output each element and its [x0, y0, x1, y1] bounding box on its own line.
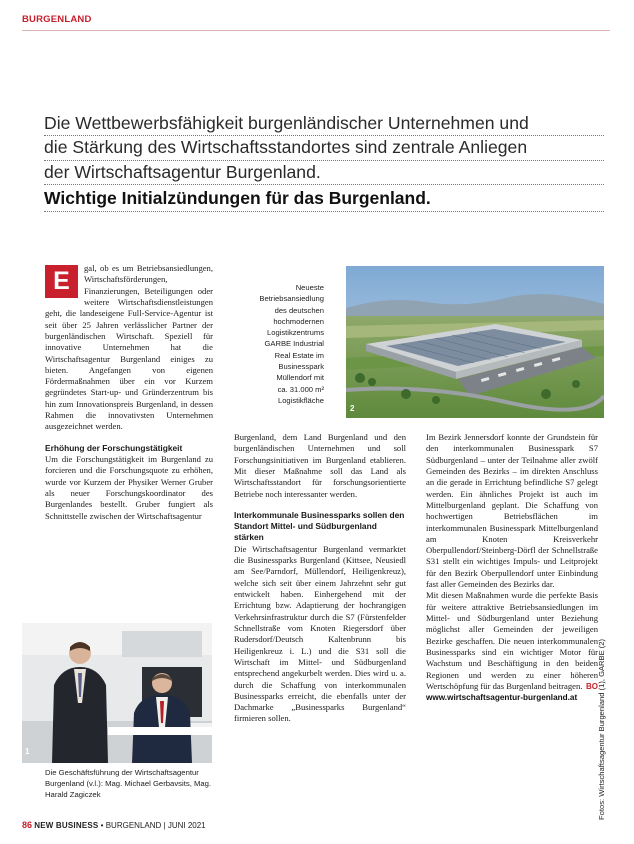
page-footer: 86 NEW BUSINESS • BURGENLAND | JUNI 2021 — [22, 820, 206, 830]
lead-line: der Wirtschaftsagentur Burgenland. — [44, 161, 604, 185]
website-link[interactable]: www.wirtschaftsagentur-burgenland.at — [426, 693, 578, 703]
photo-number: 1 — [25, 747, 30, 756]
author-signature: BO — [586, 681, 598, 691]
footer-separator: • — [100, 821, 104, 830]
section-label: BURGENLAND — [22, 14, 92, 25]
photo-credit: Fotos: Wirtschaftsagentur Burgenland (1), GARBE (2) — [597, 638, 606, 820]
article-headline: Wichtige Initialzündungen für das Burgenland. — [44, 188, 604, 212]
article-column-2 — [234, 432, 406, 725]
body-paragraph: Im Bezirk Jennersdorf konnte der Grundstein für den interkommunalen Businesspark S7 Südburgenland – unter der Teilnahme aller zwölf Gemeinden des Bezirks – im direkten Anschluss an die gerade in Errichtung befindliche S7 gelegt werden. Ein ähnliches Projekt ist auch im Mittelburgenland geplant. Die Schaffung von hochwertigen Betriebsflächen im interkommunalen Businesspark Mittelburgenland am Knoten Kreisverkehr Oberpullendorf/Steinberg-Dörfl der Schnellstraße S31 stellt ein wichtiges Impuls- und Leitprojekt für den Bezirk Oberpullendorf unter Einbindung fast aller Gemeinden des Bezirks dar. — [426, 432, 598, 590]
logistics-photo-caption: Neueste Betriebsansiedlung des deutschen hochmodernen Logistikzentrums GARBE Industrial Real Estate im Businesspark Müllendorf mit ca. 31.000 m² Logistikfläche — [259, 283, 324, 405]
footer-section: BURGENLAND — [105, 821, 162, 830]
body-paragraph: Burgenland, dem Land Burgenland und den burgenländischen Unternehmen und soll Forschungsinitiativen im Burgenland etablieren. Mit dieser Maßnahme soll das Land als Wirtschaftsstandort für forschungsorientierte Betriebe noch interessanter werden. — [234, 432, 406, 499]
article-column-1 — [45, 263, 213, 522]
footer-issue: JUNI 2021 — [167, 821, 206, 830]
page-number: 86 — [22, 820, 33, 830]
body-paragraph: Die Wirtschaftsagentur Burgenland vermarktet die Businessparks Burgenland (Kittsee, Neusiedl am See/Parndorf, Müllendorf, Heiligenkreuz), welche sich seit über einem Jahrzehnt sehr gut entwickelt haben. Einhergehend mit der Errichtung bzw. Adaptierung der hochrangigen Verkehrsinfrastruktur durch die S7 (Fürstenfelder Schnellstraße vom Knoten Riegersdorf über Rudersdorf/Deutsch Kaltenbrunn bis Heiligenkreuz i. L.) und die S31 soll die Wirtschaft im Mittel- und Südburgenland entsprechend angekurbelt werden. Dies wird u. a. durch die Schaffung von interkommunalen Businessparks erreicht, die ebenfalls unter der Dachmarke „Businessparks Burgenland“ firmieren sollen. — [234, 543, 406, 724]
header-rule — [22, 30, 610, 31]
article-column-3 — [426, 432, 598, 704]
lead-line: die Stärkung des Wirtschaftsstandortes sind zentrale Anliegen — [44, 136, 604, 160]
body-paragraph: Um die Forschungstätigkeit im Burgenland zu forcieren und die Forschungsquote zu erhöhen, wurde vor Kurzem der Physiker Werner Gruber als neuer Forschungskoordinator des Burgenlandes bestellt. Gruber fungiert als Schnittstelle zwischen der Wirtschaftsagentur — [45, 453, 213, 521]
subheading-businessparks: Interkommunale Businessparks sollen den Standort Mittel- und Südburgenland stärken — [234, 509, 405, 543]
intro-paragraph: E gal, ob es um Betriebsansiedlungen, Wirtschaftsförderungen, Finanzierungen, Beteiligungen oder weitere Wirtschaftsdienstleistungen geht, die landeseigene Full-Service-Agentur ist seit über 25 Jahren verlässlicher Partner der burgenländischen Wirtschaft. Speziell für innovative Unternehmen hat die Wirtschaftsagentur Burgenland einiges zu bieten. Angefangen von eigenen Fördermaßnahmen über ein vor Kurzem gegründetes Start-up- und Gründerzentrum bis hin zum Innovationspreis Burgenland, in dessen Rahmen die innovativsten Unternehmen ausgezeichnet werden. — [45, 263, 213, 432]
lead-line: Die Wettbewerbsfähigkeit burgenländischer Unternehmen und — [44, 112, 604, 136]
photo-number: 2 — [350, 404, 355, 413]
management-photo — [22, 623, 212, 763]
magazine-name: NEW BUSINESS — [34, 821, 99, 830]
lead-text — [44, 112, 604, 185]
subheading-research: Erhöhung der Forschungstätigkeit — [45, 442, 183, 453]
management-photo-caption: Die Geschäftsführung der Wirtschaftsagentur Burgenland (v.l.): Mag. Michael Gerbavsits, Mag. Harald Zagiczek — [45, 768, 212, 800]
logistics-center-photo — [346, 266, 604, 418]
body-paragraph: Mit diesen Maßnahmen wurde die perfekte Basis für weitere attraktive Betriebsansiedlungen im Mittel- und Südburgenland unter Beziehung möglichst aller Gemeinden der jeweiligen Bezirke geschaffen. Die neuen interkommunalen Businessparks sind ein wichtiger Motor für Wachstum und Beschäftigung in den beiden Regionen und werden zu einer höheren Wertschöpfung für das Burgenland beitragen. BO — [426, 590, 598, 691]
drop-cap: E — [45, 265, 78, 298]
